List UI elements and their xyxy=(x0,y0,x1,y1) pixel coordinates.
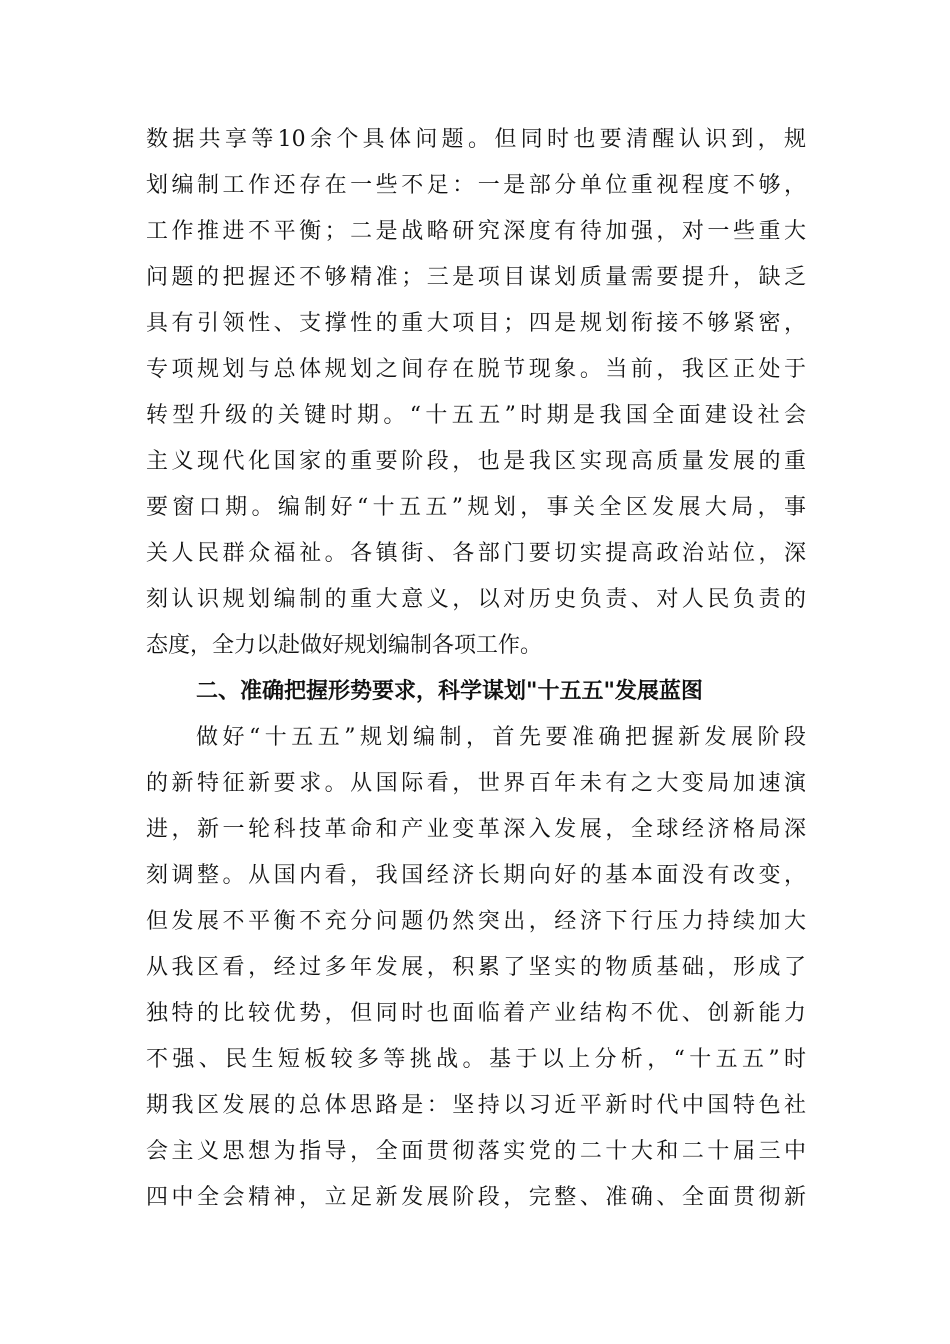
body-text-line: 独特的比较优势，但同时也面临着产业结构不优、创新能力 xyxy=(146,1001,806,1026)
body-text-line: 问题的把握还不够精准；三是项目谋划质量需要提升，缺乏 xyxy=(146,265,806,290)
body-text-line: 专项规划与总体规划之间存在脱节现象。当前，我区正处于 xyxy=(146,357,806,382)
body-text-line: 关人民群众福祉。各镇街、各部门要切实提高政治站位，深 xyxy=(146,541,806,566)
body-text-line: 进，新一轮科技革命和产业变革深入发展，全球经济格局深 xyxy=(146,817,806,842)
body-text-line: 刻认识规划编制的重大意义，以对历史负责、对人民负责的 xyxy=(146,587,806,612)
body-text-line: 数据共享等10余个具体问题。但同时也要清醒认识到，规 xyxy=(146,127,806,152)
body-text-line: 从我区看，经过多年发展，积累了坚实的物质基础，形成了 xyxy=(146,955,806,980)
body-text-line: 工作推进不平衡；二是战略研究深度有待加强，对一些重大 xyxy=(146,219,806,244)
body-text-line: 态度，全力以赴做好规划编制各项工作。 xyxy=(146,633,543,658)
body-text-line: 但发展不平衡不充分问题仍然突出，经济下行压力持续加大 xyxy=(146,909,806,934)
body-text-line: 四中全会精神，立足新发展阶段，完整、准确、全面贯彻新 xyxy=(146,1185,806,1210)
body-text-line: 会主义思想为指导，全面贯彻落实党的二十大和二十届三中 xyxy=(146,1139,806,1164)
body-text-line: 不强、民生短板较多等挑战。基于以上分析，“十五五”时 xyxy=(146,1047,806,1072)
body-text-line: 要窗口期。编制好“十五五”规划，事关全区发展大局，事 xyxy=(146,495,806,520)
body-text-line: 做好“十五五”规划编制，首先要准确把握新发展阶段 xyxy=(196,725,806,750)
section-heading: 二、准确把握形势要求，科学谋划"十五五"发展蓝图 xyxy=(196,679,703,704)
body-text-line: 刻调整。从国内看，我国经济长期向好的基本面没有改变， xyxy=(146,863,806,888)
body-text-line: 期我区发展的总体思路是：坚持以习近平新时代中国特色社 xyxy=(146,1093,806,1118)
body-text-line: 的新特征新要求。从国际看，世界百年未有之大变局加速演 xyxy=(146,771,806,796)
body-text-line: 具有引领性、支撑性的重大项目；四是规划衔接不够紧密， xyxy=(146,311,806,336)
body-text-line: 转型升级的关键时期。“十五五”时期是我国全面建设社会 xyxy=(146,403,806,428)
body-text-line: 划编制工作还存在一些不足：一是部分单位重视程度不够， xyxy=(146,173,806,198)
body-text-line: 主义现代化国家的重要阶段，也是我区实现高质量发展的重 xyxy=(146,449,806,474)
